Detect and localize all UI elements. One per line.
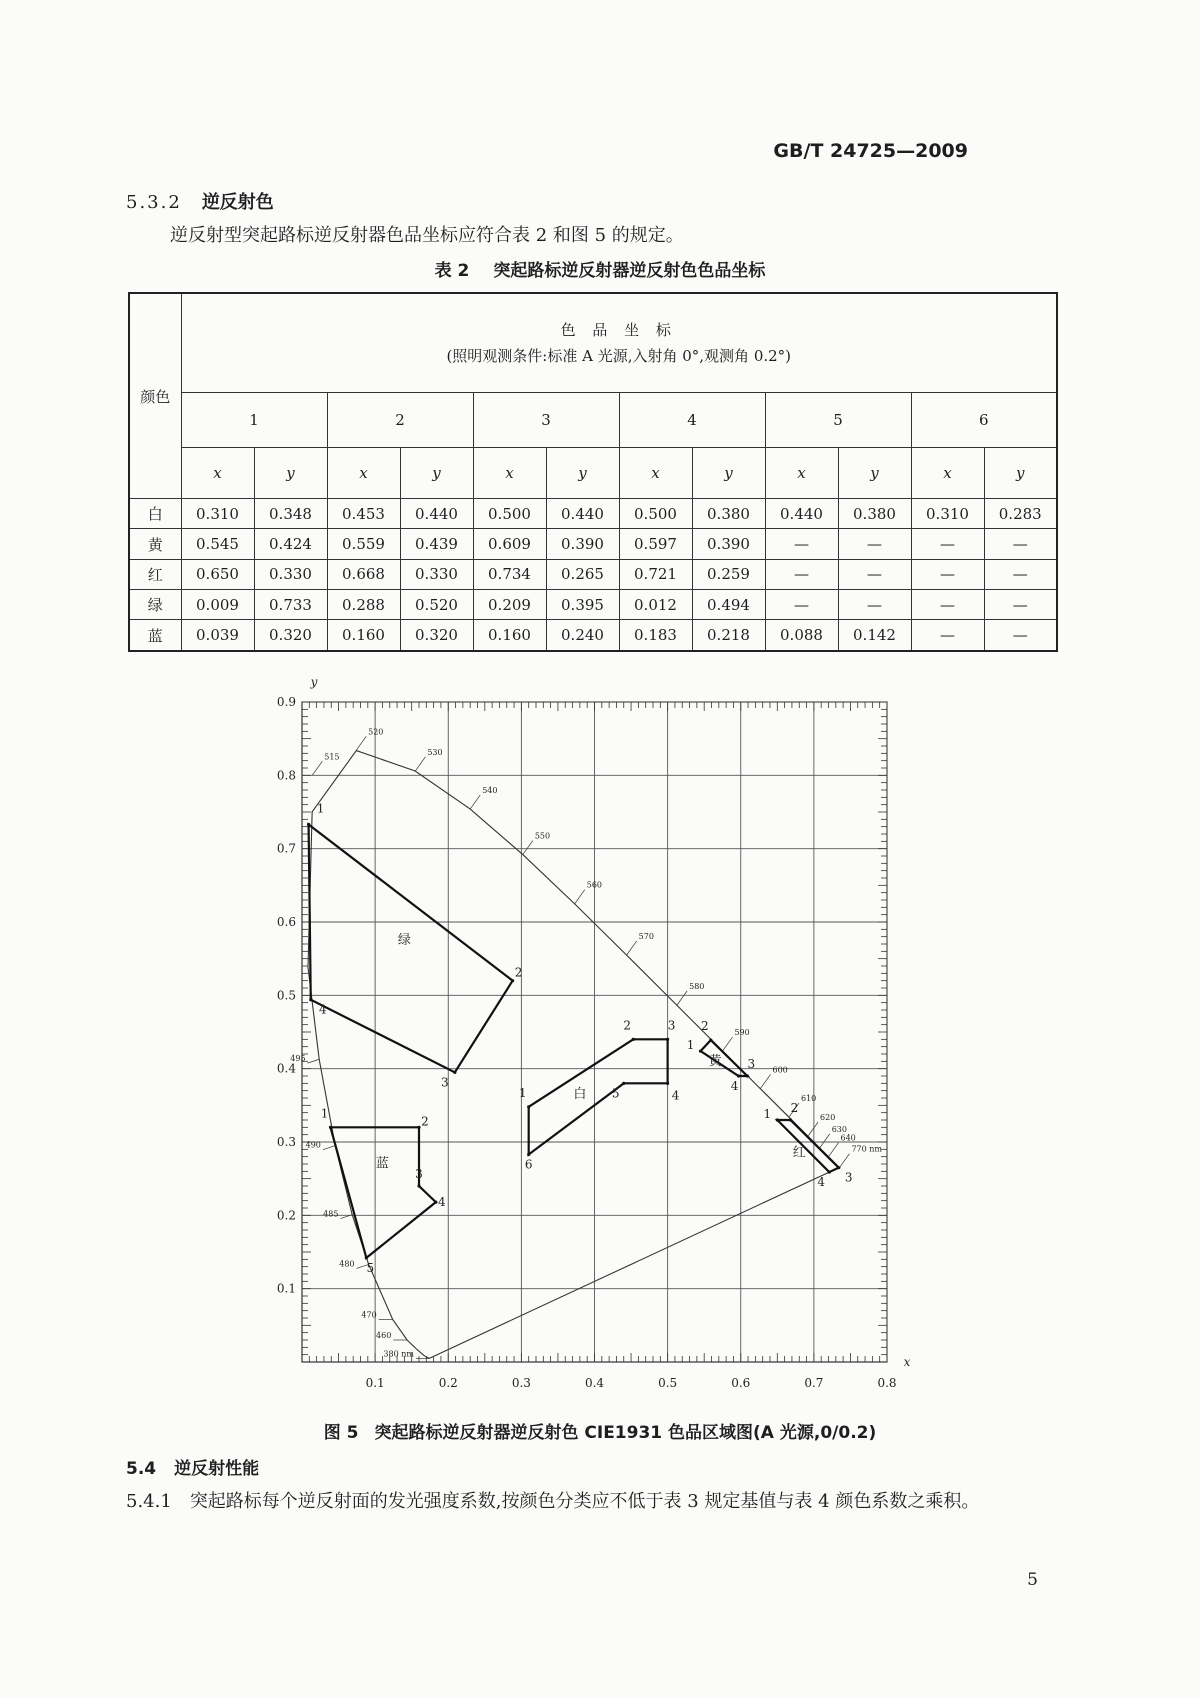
coordinate-cell: 0.320 [254, 620, 327, 651]
coordinate-cell: 0.440 [400, 499, 473, 529]
region-vertex [417, 1126, 420, 1129]
region-vertex [699, 1049, 702, 1052]
coordinate-cell: 0.440 [765, 499, 838, 529]
color-cell: 黄 [129, 529, 181, 559]
wavelength-leader [308, 1059, 320, 1063]
section-number: 5.3.2 [126, 192, 182, 213]
coordinate-cell: — [984, 529, 1057, 559]
x-tick-label: 0.1 [365, 1376, 385, 1390]
section-title: 逆反射色 [201, 192, 274, 213]
coordinate-cell: 0.650 [181, 559, 254, 589]
region-vertex [776, 1118, 779, 1121]
region-绿 [309, 824, 513, 1072]
coordinate-cell: 0.597 [619, 529, 692, 559]
wavelength-leader [839, 1154, 849, 1168]
section-5-4-1-paragraph [126, 1486, 1061, 1518]
y-tick-label: 0.1 [276, 1281, 296, 1296]
coordinate-cell: — [765, 529, 838, 559]
region-vertex [837, 1166, 840, 1169]
x-tick-label: 0.2 [438, 1376, 458, 1390]
coordinate-cell: 0.721 [619, 559, 692, 589]
coordinate-cell: 0.009 [181, 590, 254, 620]
x-header: x [911, 447, 984, 498]
section-5-3-2-heading [126, 188, 274, 214]
region-vertex [434, 1201, 437, 1204]
wavelength-label: 640 [840, 1133, 856, 1143]
y-tick-label: 0.4 [276, 1061, 296, 1076]
coordinate-cell: 0.039 [181, 620, 254, 651]
section-text: 突起路标每个逆反射面的发光强度系数,按颜色分类应不低于表 3 规定基值与表 4 颜色系数之乘积。 [189, 1491, 980, 1512]
y-tick-label: 0.6 [276, 915, 296, 929]
x-tick-label: 0.5 [658, 1376, 678, 1390]
wavelength-leader [415, 757, 425, 771]
section-5-4-heading [126, 1454, 259, 1479]
coordinate-cell: 0.494 [692, 590, 765, 620]
vertex-label: 4 [671, 1088, 680, 1103]
section-5-3-2-paragraph: 逆反射型突起路标逆反射器色品坐标应符合表 2 和图 5 的规定。 [170, 225, 684, 246]
x-tick-label: 0.7 [804, 1376, 824, 1390]
coordinate-cell: 0.183 [619, 620, 692, 651]
wavelength-label: 380 nm [383, 1349, 414, 1359]
coordinate-cell: 0.380 [692, 499, 765, 529]
point-header: 5 [765, 392, 911, 447]
region-vertex [511, 979, 514, 982]
y-tick-label: 0.3 [276, 1135, 296, 1149]
coordinate-cell: 0.733 [254, 590, 327, 620]
wavelength-leader [523, 841, 533, 855]
y-header: y [838, 447, 911, 498]
color-cell: 白 [129, 499, 181, 529]
y-header: y [984, 447, 1057, 498]
coordinate-cell: 0.500 [473, 499, 546, 529]
x-tick-label: 0.3 [511, 1376, 531, 1390]
wavelength-leader [470, 795, 480, 809]
table-row [129, 559, 1057, 589]
coordinate-cell: 0.453 [327, 499, 400, 529]
coordinate-cell: 0.218 [692, 620, 765, 651]
table-2-title [0, 256, 1200, 281]
wavelength-leader [722, 1037, 732, 1051]
color-header: 颜色 [129, 293, 181, 499]
vertex-label: 4 [817, 1175, 826, 1190]
region-vertex [307, 823, 310, 826]
region-白 [529, 1039, 668, 1154]
vertex-label: 5 [611, 1086, 620, 1101]
x-header: x [765, 447, 838, 498]
coordinate-cell: 0.395 [546, 590, 619, 620]
wavelength-label: 590 [734, 1028, 750, 1038]
y-header: y [254, 447, 327, 498]
coordinate-cell: 0.288 [327, 590, 400, 620]
y-header: y [400, 447, 473, 498]
x-tick-label: 0.8 [877, 1376, 897, 1390]
y-axis-label: y [310, 675, 318, 689]
vertex-label: 3 [441, 1075, 449, 1090]
color-cell: 蓝 [129, 620, 181, 651]
section-title: 逆反射性能 [174, 1459, 260, 1479]
y-tick-label: 0.5 [276, 988, 296, 1003]
vertex-label: 2 [790, 1101, 799, 1115]
group-header-cell [181, 293, 1057, 392]
wavelength-leader [575, 890, 585, 904]
y-tick-label: 0.2 [276, 1208, 296, 1223]
wavelength-label: 480 [339, 1259, 355, 1269]
coordinate-cell: 0.439 [400, 529, 473, 559]
wavelength-leader [677, 991, 687, 1005]
y-tick-label: 0.7 [276, 841, 296, 856]
wavelength-label: 540 [482, 786, 498, 796]
color-cell: 红 [129, 559, 181, 589]
vertex-label: 2 [421, 1114, 429, 1129]
color-cell: 绿 [129, 590, 181, 620]
x-header: x [473, 447, 546, 498]
y-tick-label: 0.9 [276, 695, 296, 709]
chromaticity-table [128, 292, 1058, 652]
wavelength-leader [627, 941, 637, 955]
vertex-label: 1 [763, 1107, 772, 1121]
y-tick-label: 0.8 [276, 768, 296, 783]
x-header: x [619, 447, 692, 498]
coordinate-cell: — [984, 559, 1057, 589]
wavelength-label: 560 [586, 880, 603, 890]
coordinate-cell: 0.330 [400, 559, 473, 589]
region-vertex [666, 1038, 669, 1041]
cie-chromaticity-diagram [270, 672, 910, 1412]
wavelength-leader [323, 1146, 335, 1150]
coordinate-cell: — [911, 529, 984, 559]
wavelength-label: 770 nm [851, 1144, 883, 1154]
wavelength-label: 570 [638, 932, 654, 941]
vertex-label: 1 [316, 801, 325, 816]
coordinate-cell: 0.559 [327, 529, 400, 559]
vertex-label: 3 [747, 1057, 756, 1071]
vertex-label: 4 [437, 1195, 446, 1210]
coordinate-cell: 0.209 [473, 590, 546, 620]
region-vertex [527, 1105, 530, 1108]
wavelength-leader [760, 1074, 770, 1088]
wavelength-label: 485 [323, 1209, 339, 1219]
coordinate-cell: 0.160 [327, 620, 400, 651]
coordinate-cell: 0.012 [619, 590, 692, 620]
coordinate-cell: — [838, 559, 911, 589]
coordinate-cell: 0.390 [546, 529, 619, 559]
purple-line [429, 1167, 839, 1358]
wavelength-leader [808, 1122, 818, 1136]
group-header: 色 品 坐 标 [560, 320, 677, 339]
coordinate-cell: 0.609 [473, 529, 546, 559]
x-header: x [327, 447, 400, 498]
region-vertex [417, 1184, 420, 1187]
section-number: 5.4.1 [126, 1491, 172, 1512]
coordinate-cell: 0.142 [838, 620, 911, 651]
coordinate-cell: 0.310 [911, 499, 984, 529]
condition-note: (照明观测条件:标准 A 光源,入射角 0°,观测角 0.2°) [446, 346, 792, 365]
wavelength-label: 470 [361, 1310, 377, 1320]
table-row [129, 529, 1057, 559]
figure-caption-text: 突起路标逆反射器逆反射色 CIE1931 色品区域图(A 光源,0/0.2) [374, 1423, 877, 1443]
standard-number: GB/T 24725—2009 [773, 140, 968, 162]
coordinate-cell: — [765, 590, 838, 620]
wavelength-label: 520 [368, 727, 384, 737]
coordinate-cell: 0.330 [254, 559, 327, 589]
wavelength-label: 580 [689, 981, 705, 991]
coordinate-cell: 0.734 [473, 559, 546, 589]
coordinate-cell: 0.500 [619, 499, 692, 529]
wavelength-label: 460 [376, 1331, 392, 1340]
region-vertex [666, 1082, 669, 1085]
coordinate-cell: 0.390 [692, 529, 765, 559]
point-header: 2 [327, 392, 473, 447]
wavelength-label: 620 [820, 1113, 836, 1123]
coordinate-cell: — [838, 590, 911, 620]
figure-number: 图 5 [323, 1423, 359, 1443]
region-vertex [365, 1256, 368, 1259]
table-number: 表 2 [434, 261, 470, 281]
wavelength-label: 630 [831, 1124, 848, 1134]
vertex-label: 4 [318, 1002, 327, 1017]
region-name-label: 黄 [708, 1054, 722, 1069]
region-vertex [709, 1038, 712, 1041]
vertex-label: 4 [730, 1079, 739, 1093]
coordinate-cell: 0.283 [984, 499, 1057, 529]
x-axis-label: x [903, 1355, 910, 1369]
coordinate-cell: — [984, 620, 1057, 651]
table-row [129, 590, 1057, 620]
vertex-label: 1 [320, 1106, 329, 1121]
wavelength-label: 600 [772, 1065, 788, 1075]
coordinate-cell: — [984, 590, 1057, 620]
point-header: 3 [473, 392, 619, 447]
vertex-label: 3 [415, 1167, 423, 1181]
figure-5-caption [0, 1418, 1200, 1443]
table-row [129, 620, 1057, 651]
coordinate-cell: 0.380 [838, 499, 911, 529]
point-header: 6 [911, 392, 1057, 447]
region-name-label: 绿 [397, 933, 411, 948]
table-row [129, 499, 1057, 529]
coordinate-cell: — [911, 559, 984, 589]
region-vertex [622, 1082, 625, 1085]
wavelength-leader [820, 1134, 830, 1148]
coordinate-cell: 0.348 [254, 499, 327, 529]
region-vertex [632, 1038, 635, 1041]
vertex-label: 2 [623, 1018, 632, 1033]
coordinate-cell: 0.520 [400, 590, 473, 620]
region-vertex [746, 1074, 749, 1077]
vertex-label: 2 [514, 965, 523, 980]
coordinate-cell: 0.320 [400, 620, 473, 651]
wavelength-label: 530 [427, 747, 443, 757]
coordinate-cell: 0.265 [546, 559, 619, 589]
page-number: 5 [1027, 1570, 1038, 1590]
x-tick-label: 0.4 [584, 1376, 605, 1390]
wavelength-label: 610 [801, 1094, 817, 1104]
y-header: y [546, 447, 619, 498]
point-header: 4 [619, 392, 765, 447]
table-title: 突起路标逆反射器逆反射色色品坐标 [493, 261, 766, 281]
coordinate-cell: 0.259 [692, 559, 765, 589]
wavelength-label: 490 [305, 1140, 321, 1150]
coordinate-cell: — [765, 559, 838, 589]
region-vertex [309, 998, 312, 1001]
wavelength-label: 515 [324, 752, 340, 762]
y-header: y [692, 447, 765, 498]
coordinate-cell: — [911, 590, 984, 620]
coordinate-cell: 0.668 [327, 559, 400, 589]
region-红 [777, 1120, 838, 1172]
region-name-label: 红 [792, 1145, 806, 1161]
vertex-label: 1 [518, 1085, 527, 1100]
region-vertex [329, 1126, 332, 1129]
region-name-label: 白 [573, 1087, 587, 1102]
wavelength-leader [312, 761, 322, 775]
region-vertex [453, 1071, 456, 1074]
coordinate-cell: — [838, 529, 911, 559]
wavelength-label: 495 [290, 1054, 306, 1064]
section-number: 5.4 [126, 1459, 157, 1479]
x-tick-label: 0.6 [731, 1376, 751, 1390]
coordinate-cell: 0.160 [473, 620, 546, 651]
spectral-locus [305, 751, 839, 1359]
wavelength-label: 550 [534, 831, 551, 841]
region-vertex [527, 1153, 530, 1156]
wavelength-leader [356, 736, 366, 750]
coordinate-cell: 0.310 [181, 499, 254, 529]
vertex-label: 6 [524, 1157, 533, 1172]
vertex-label: 3 [844, 1170, 853, 1185]
region-vertex [828, 1170, 831, 1173]
vertex-label: 2 [700, 1019, 709, 1034]
coordinate-cell: 0.088 [765, 620, 838, 651]
coordinate-cell: 0.545 [181, 529, 254, 559]
region-vertex [737, 1074, 740, 1077]
region-vertex [789, 1118, 792, 1121]
coordinate-cell: — [911, 620, 984, 651]
coordinate-cell: 0.424 [254, 529, 327, 559]
vertex-label: 5 [366, 1260, 375, 1275]
coordinate-cell: 0.240 [546, 620, 619, 651]
wavelength-leader [829, 1143, 839, 1157]
vertex-label: 3 [667, 1018, 676, 1033]
vertex-label: 1 [686, 1038, 695, 1053]
region-name-label: 蓝 [375, 1156, 389, 1172]
coordinate-cell: 0.440 [546, 499, 619, 529]
point-header: 1 [181, 392, 327, 447]
x-header: x [181, 447, 254, 498]
